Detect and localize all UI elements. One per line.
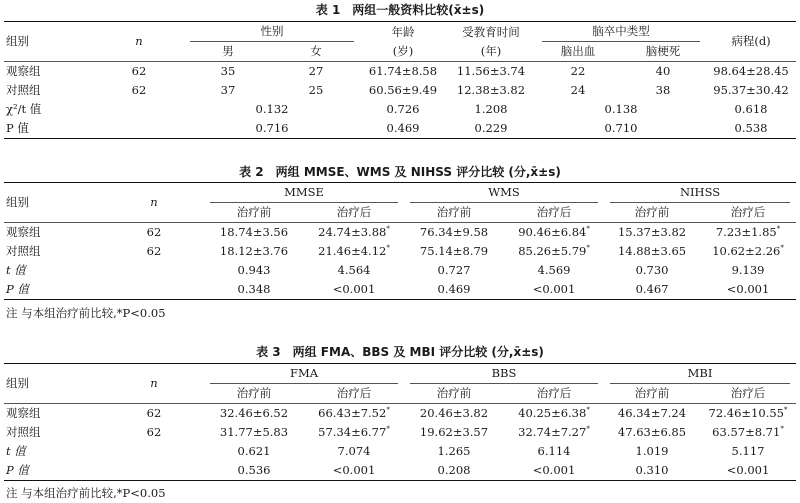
table1-header-course: 病程(d) (731, 34, 771, 48)
table-row: 对照组 62 37 25 60.56±9.49 12.38±3.82 24 38 95.37±30.42 (6, 83, 789, 97)
table1-header-female: 女 (310, 44, 322, 58)
table1-stat-label: χ²/t 值 (6, 102, 42, 116)
table2-header-mmse: MMSE (204, 183, 404, 204)
table2-caption: 表 2 两组 MMSE、WMS 及 NIHSS 评分比较 (分,x̄±s) (239, 165, 561, 179)
table1-header-sex: 性别 (184, 22, 360, 43)
table3-header-row (4, 364, 796, 385)
table2-header-wms: WMS (404, 183, 604, 204)
table2-header-nihss: NIHSS (604, 183, 796, 204)
table1-header-stroke: 脑卒中类型 (536, 22, 706, 43)
table1-header-row (4, 22, 796, 43)
table2-note: 注 与本组治疗前比较,*P<0.05 (6, 306, 166, 320)
table1-header-edu: 受教育时间 (462, 24, 520, 39)
table1-header-inf: 脑梗死 (645, 44, 681, 58)
table1-header-age-unit: (岁) (392, 44, 414, 58)
table-row: 观察组 62 18.74±3.56 24.74±3.88* 76.34±9.58 90.46±6.84* 15.37±3.82 7.23±1.85* (6, 225, 781, 239)
table1-header-group: 组别 (6, 34, 29, 48)
table3-header-group: 组别 (6, 376, 29, 390)
table1-header-hem: 脑出血 (560, 44, 596, 58)
table-row: 对照组 62 31.77±5.83 57.34±6.77* 19.62±3.57 32.74±7.27* 47.63±6.85 63.57±8.71* (6, 425, 784, 439)
table3-t-row: t 值 0.621 7.074 1.265 6.114 1.019 5.117 (6, 444, 765, 458)
table2-p-row: P 值 0.348 <0.001 0.469 <0.001 0.467 <0.001 (4, 280, 796, 300)
table2 (4, 182, 796, 300)
table3-header-fma: FMA (204, 364, 404, 385)
table3-header-mbi: MBI (604, 364, 796, 385)
table1-header-age: 年龄 (391, 24, 415, 39)
table1-stat-row: χ²/t 值 0.132 0.726 1.208 0.138 0.618 (4, 100, 796, 119)
table3 (4, 363, 796, 481)
table1-header-edu-unit: (年) (480, 44, 502, 58)
table2-header-row (4, 183, 796, 204)
table3-caption: 表 3 两组 FMA、BBS 及 MBI 评分比较 (分,x̄±s) (256, 345, 544, 359)
table3-header-n: n (150, 376, 158, 390)
table2-header-n: n (150, 195, 158, 209)
table3-p-row: P 值 0.536 <0.001 0.208 <0.001 0.310 <0.001 (4, 461, 796, 481)
table1-header-male: 男 (222, 44, 234, 58)
table1-caption: 表 1 两组一般资料比较(x̄±s) (315, 3, 485, 17)
table1-p-row: P 值 0.716 0.469 0.229 0.710 0.538 (4, 119, 796, 139)
table3-subheader-row: 治疗前 治疗后 治疗前 治疗后 治疗前 治疗后 (4, 384, 796, 404)
table-row: 观察组 62 32.46±6.52 66.43±7.52* 20.46±3.82 40.25±6.38* 46.34±7.24 72.46±10.55* (6, 406, 788, 420)
table1-p-label: P 值 (6, 121, 29, 135)
table2-t-row: t 值 0.943 4.564 0.727 4.569 0.730 9.139 (6, 263, 765, 277)
table-row: 对照组 62 18.12±3.76 21.46±4.12* 75.14±8.79 85.26±5.79* 14.88±3.65 10.62±2.26* (6, 244, 784, 258)
table1 (4, 21, 796, 139)
table2-header-group: 组别 (6, 195, 29, 209)
table2-subheader-row: 治疗前 治疗后 治疗前 治疗后 治疗前 治疗后 (4, 203, 796, 223)
table3-header-bbs: BBS (404, 364, 604, 385)
table3-note: 注 与本组治疗前比较,*P<0.05 (6, 486, 166, 500)
table1-header-n: n (135, 34, 143, 48)
table-row: 观察组 62 35 27 61.74±8.58 11.56±3.74 22 40 98.64±28.45 (6, 64, 789, 78)
